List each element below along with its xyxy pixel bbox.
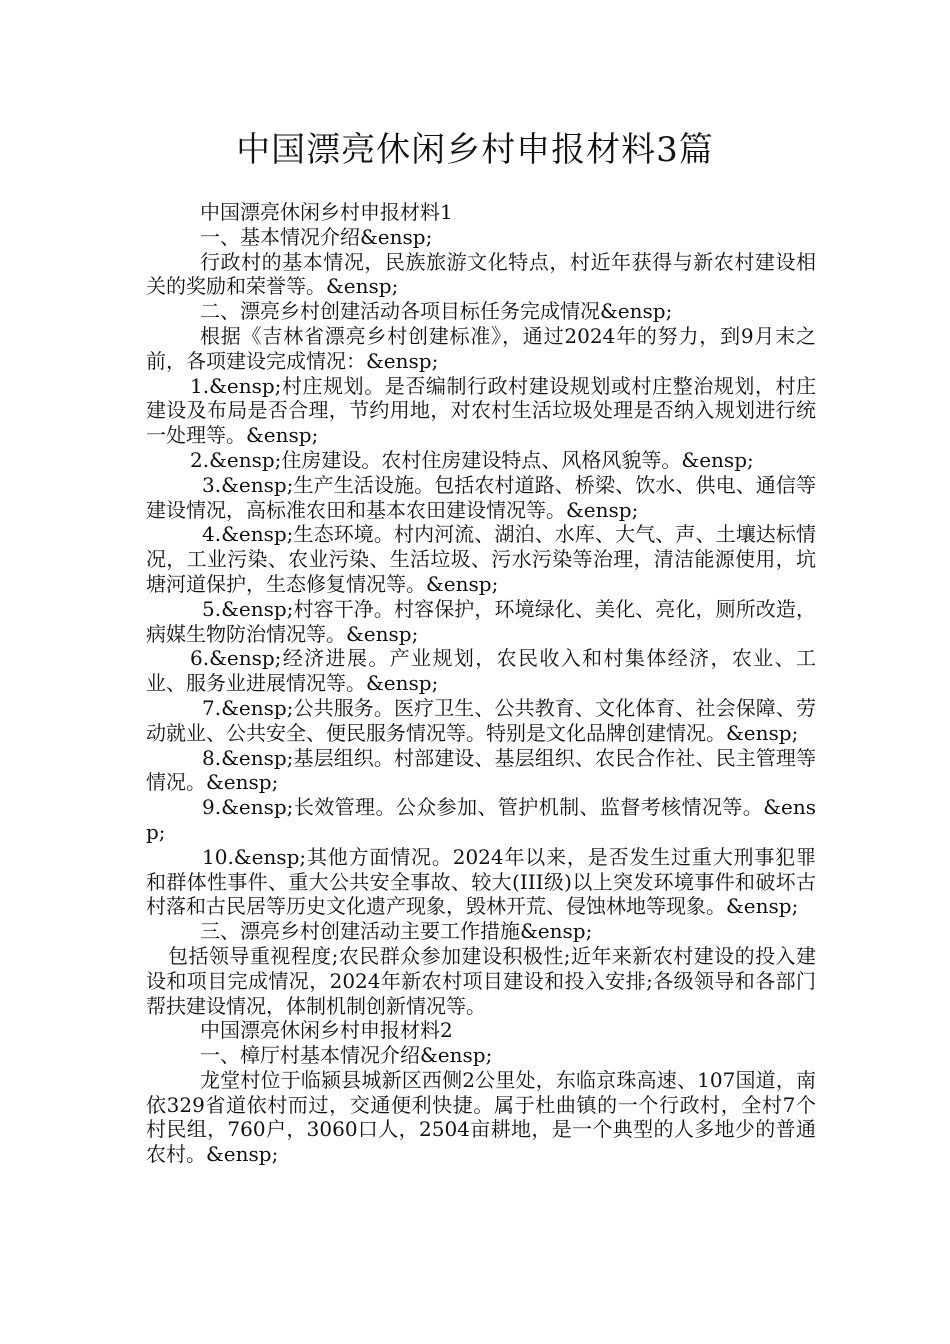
section-heading-material-1: 中国漂亮休闲乡村申报材料1 [200,200,453,224]
list-item-village-cleanliness: 5.&ensp;村容干净。村容保护，环境绿化、美化、亮化，厕所改造，病媒生物防治情况等。&ensp; [146,596,816,646]
section-heading-targets: 二、漂亮乡村创建活动各项目标任务完成情况&ensp; [200,299,673,324]
section-heading-village-intro: 一、樟厅村基本情况介绍&ensp; [200,1043,493,1068]
paragraph-measures: 包括领导重视程度;农民群众参加建设积极性;近年来新农村建设的投入建设和项目完成情况，2024年新农村项目建设和投入安排;各级领导和各部门帮扶建设情况，体制机制创新情况等。 [146,943,816,1018]
paragraph-village-intro: 龙堂村位于临颍县城新区西侧2公里处，东临京珠高速、107国道，南依329省道依村而过，交通便利快捷。属于杜曲镇的一个行政村，全村7个村民组，760户，3060口人，2504亩耕地，是一个典型的人多地少的普通农村。&ensp; [146,1067,816,1167]
section-heading-measures: 三、漂亮乡村创建活动主要工作措施&ensp; [200,919,593,944]
list-item-village-planning: 1.&ensp;村庄规划。是否编制行政村建设规划或村庄整治规划，村庄建设及布局是否合理，节约用地，对农村生活垃圾处理是否纳入规划进行统一处理等。&ensp; [146,373,816,448]
section-heading-material-2: 中国漂亮休闲乡村申报材料2 [200,1018,453,1043]
list-item-economy: 6.&ensp;经济进展。产业规划，农民收入和村集体经济，农业、工业、服务业进展情况等。&ensp; [146,646,816,696]
list-item-long-term-management: 9.&ensp;长效管理。公众参加、管护机制、监督考核情况等。&ensp; [146,795,816,844]
list-item-grassroots: 8.&ensp;基层组织。村部建设、基层组织、农民合作社、民主管理等情况。&ensp; [146,745,816,795]
list-item-public-service: 7.&ensp;公共服务。医疗卫生、公共教育、文化体育、社会保障、劳动就业、公共安全、便民服务情况等。特别是文化品牌创建情况。&ensp; [146,695,816,745]
paragraph-basic-info: 行政村的基本情况，民族旅游文化特点，村近年获得与新农村建设相关的奖励和荣誉等。&ensp; [146,249,816,299]
list-item-other: 10.&ensp;其他方面情况。2024年以来，是否发生过重大刑事犯罪和群体性事件、重大公共安全事故、较大(III级)以上突发环境事件和破坏古村落和古民居等历史文化遗产现象，毁林开荒、侵蚀林地等现象。&ensp; [146,844,816,919]
list-item-facilities: 3.&ensp;生产生活设施。包括农村道路、桥梁、饮水、供电、通信等建设情况，高标准农田和基本农田建设情况等。&ensp; [146,472,816,522]
list-item-housing: 2.&ensp;住房建设。农村住房建设特点、风格风貌等。&ensp; [190,447,754,472]
list-item-ecology: 4.&ensp;生态环境。村内河流、湖泊、水库、大气、声、土壤达标情况，工业污染、农业污染、生活垃圾、污水污染等治理，清洁能源使用，坑塘河道保护，生态修复情况等。&ensp; [146,522,816,596]
document-title: 中国漂亮休闲乡村申报材料3篇 [236,130,714,170]
document-body [146,200,816,1167]
section-heading-basic-info: 一、基本情况介绍&ensp; [200,224,433,249]
paragraph-standard: 根据《吉林省漂亮乡村创建标准》，通过2024年的努力，到9月末之前，各项建设完成情况：&ensp; [146,323,816,373]
